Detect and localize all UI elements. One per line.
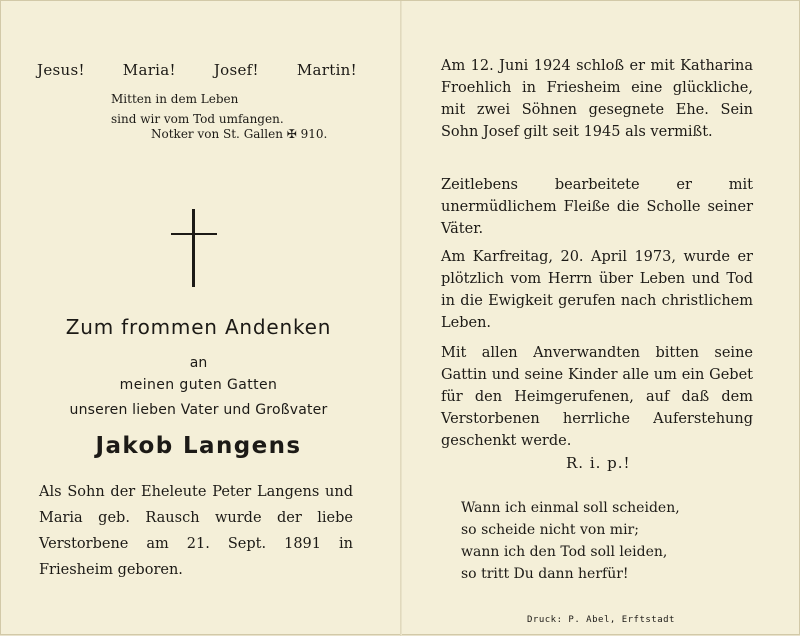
- verse-line-3: wann ich den Tod soll leiden,: [461, 544, 668, 560]
- motto-line-2: sind wir vom Tod umfangen.: [111, 112, 284, 126]
- memorial-gatten: meinen guten Gatten: [119, 377, 278, 393]
- rip-text: R. i. p.!: [566, 454, 631, 472]
- memorial-title: Zum frommen Andenken: [65, 315, 332, 339]
- cross-icon: [171, 209, 217, 287]
- verse-line-4: so tritt Du dann herfür!: [461, 566, 629, 582]
- verse-line-1: Wann ich einmal soll scheiden,: [461, 500, 680, 516]
- memorial-an: an: [189, 355, 208, 371]
- left-panel: [1, 1, 401, 636]
- closing-verse: [461, 497, 680, 585]
- invocation-jesus: Jesus!: [37, 61, 85, 79]
- paragraph-marriage: Am 12. Juni 1924 schloß er mit Katharina Froehlich in Friesheim eine glückliche, mit zwei Söhnen gesegnete Ehe. Sein Sohn Josef gilt seit 1945 als vermißt.: [441, 58, 753, 140]
- paragraph-death: Am Karfreitag, 20. April 1973, wurde er plötzlich vom Herrn über Leben und Tod in die Ewigkeit gerufen nach christlichem Leben.: [441, 249, 753, 331]
- right-panel: [401, 1, 800, 636]
- verse-line-2: so scheide nicht von mir;: [461, 522, 639, 538]
- invocation-josef: Josef!: [213, 61, 259, 79]
- biography-paragraph: Als Sohn der Eheleute Peter Langens und Maria geb. Rausch wurde der liebe Verstorbene am 21. Sept. 1891 in Friesheim geboren.: [39, 484, 353, 578]
- motto-quote: [111, 89, 284, 129]
- paragraph-prayer: Mit allen Anverwandten bitten seine Gattin und seine Kinder alle um ein Gebet für den Heimgerufenen, auf daß dem Verstorbenen herrliche Auferstehung geschenkt werde.: [441, 345, 753, 449]
- invocation-martin: Martin!: [296, 61, 357, 79]
- invocation-line: [37, 61, 357, 79]
- motto-line-1: Mitten in dem Leben: [111, 92, 239, 106]
- invocation-maria: Maria!: [122, 61, 176, 79]
- motto-source: Notker von St. Gallen ✠ 910.: [151, 127, 328, 141]
- printer-credit: Druck: P. Abel, Erftstadt: [527, 615, 675, 625]
- paragraph-work: Zeitlebens bearbeitete er mit unermüdlichem Fleiße die Scholle seiner Väter.: [441, 177, 753, 237]
- deceased-name: Jakob Langens: [95, 433, 302, 459]
- memorial-vater: unseren lieben Vater und Großvater: [69, 402, 328, 418]
